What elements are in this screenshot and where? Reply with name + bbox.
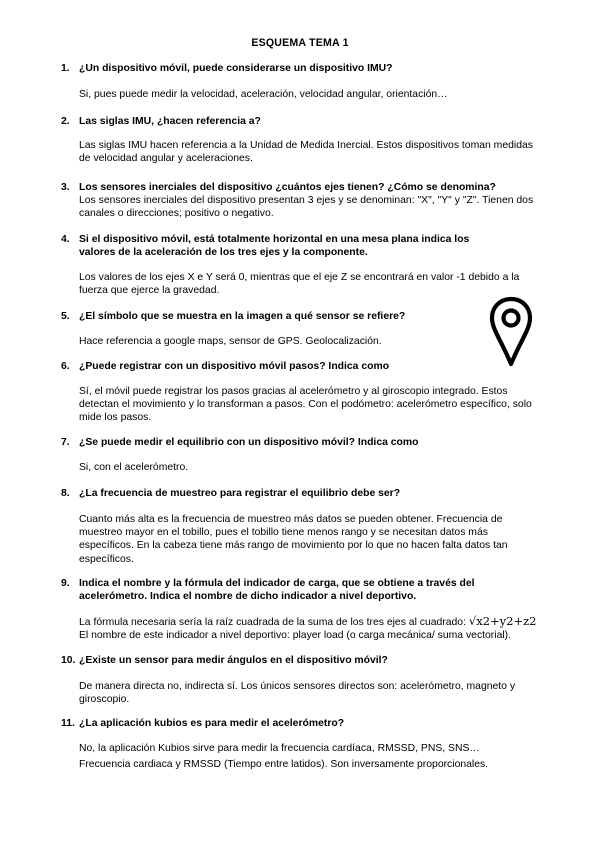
answer-4 [79,271,557,297]
question-number: 7. [61,437,70,448]
document-title: ESQUEMA TEMA 1 [251,37,349,49]
answer-line: Los sensores inerciales del dispositivo presentan 3 ejes y se denominan: "X", "Y" y "Z". Tienen dos [79,195,534,206]
question-number: 1. [61,63,70,74]
answer-line: Si, pues puede medir la velocidad, aceleración, velocidad angular, orientación… [79,89,448,100]
load-formula: √x2+y2+z2 [468,614,537,628]
question-text: ¿La frecuencia de muestreo para registrar el equilibrio debe ser? [79,488,401,499]
answer-11 [79,742,557,771]
answer-line: canales o direcciones; positivo o negativo. [79,208,274,220]
question-text: Si el dispositivo móvil, está totalmente horizontal en una mesa plana indica los [79,234,470,245]
answer-line: fuerza que ejerce la gravedad. [79,285,220,297]
answer-3 [79,194,557,220]
answer-line: El nombre de este indicador a nivel deportivo: player load (o carga mecánica/ suma vectorial). [79,630,512,642]
question-number: 4. [61,234,70,245]
answer-8 [79,513,557,566]
question-number: 9. [61,578,70,589]
answer-line: específicos. [79,553,134,565]
answer-line: No, la aplicación Kubios sirve para medir la frecuencia cardíaca, RMSSD, PNS, SNS… [79,743,480,754]
answer-line: muestreo mayor en el tobillo, pues el tobillo tiene menos rango y se necesitan datos más [79,527,488,539]
question-text: ¿La aplicación kubios es para medir el acelerómetro? [79,718,345,729]
answer-6 [79,385,557,425]
answer-line: Hace referencia a google maps, sensor de GPS. Geolocalización. [79,336,382,347]
answer-line: de velocidad angular y aceleraciones. [79,153,253,165]
answer-5 [79,335,557,348]
answer-7 [79,461,557,474]
question-text: ¿Puede registrar con un dispositivo móvil pasos? Indica como [79,361,390,372]
question-text: valores de la aceleración de los tres ejes y la componente. [79,247,368,259]
answer-line: Las siglas IMU hacen referencia a la Unidad de Medida Inercial. Estos dispositivos toman medidas [79,140,533,151]
answer-line: Cuanto más alta es la frecuencia de muestreo más datos se pueden obtener. Frecuencia de [79,514,503,525]
question-text: Los sensores inerciales del dispositivo ¿cuántos ejes tienen? ¿Cómo se denomina? [79,182,496,193]
answer-line: Sí, el móvil puede registrar los pasos gracias al acelerómetro y al giroscopio integrado. Estos [79,386,508,397]
question-number: 10. [61,655,76,666]
answer-9 [79,615,557,642]
question-text: ¿Se puede medir el equilibrio con un dispositivo móvil? Indica como [79,437,419,448]
question-number: 2. [61,116,70,127]
answer-10 [79,680,557,706]
question-number: 3. [61,182,70,193]
answer-line: Los valores de los ejes X e Y será 0, mientras que el eje Z se encontrará en valor -1 debido a la [79,272,520,283]
answer-line: detectan el movimiento y lo transforman a pasos. Con el podómetro: acelerómetro específico, solo [79,399,532,411]
location-pin-icon [489,296,533,368]
answer-text: La fórmula necesaria sería la raíz cuadrada de la suma de los tres ejes al cuadrado: [79,617,466,628]
answer-line [79,615,557,629]
answer-line: mide los pasos. [79,412,152,424]
question-number: 5. [61,311,70,322]
question-number: 11. [61,718,75,729]
answer-line: De manera directa no, indirecta sí. Los únicos sensores directos son: acelerómetro, magneto y [79,681,516,692]
question-number: 8. [61,488,70,499]
answer-1 [79,88,557,101]
answer-2 [79,139,557,165]
question-text: ¿El símbolo que se muestra en la imagen a qué sensor se refiere? [79,311,406,322]
answer-line: Frecuencia cardiaca y RMSSD (Tiempo entre latidos). Son inversamente proporcionales. [79,759,489,771]
question-text: acelerómetro. Indica el nombre de dicho indicador a nivel deportivo. [79,591,417,603]
question-text: ¿Existe un sensor para medir ángulos en el dispositivo móvil? [79,655,388,666]
answer-line: Si, con el acelerómetro. [79,462,189,473]
answer-line: específicos. En la cabeza tiene más rango de movimiento por lo que no hacen falta datos tan [79,540,508,552]
question-text: Las siglas IMU, ¿hacen referencia a? [79,116,261,127]
question-text: Indica el nombre y la fórmula del indicador de carga, que se obtiene a través del [79,578,475,589]
answer-line: giroscopio. [79,694,130,706]
question-text: ¿Un dispositivo móvil, puede considerarse un dispositivo IMU? [79,63,393,74]
question-number: 6. [61,361,70,372]
